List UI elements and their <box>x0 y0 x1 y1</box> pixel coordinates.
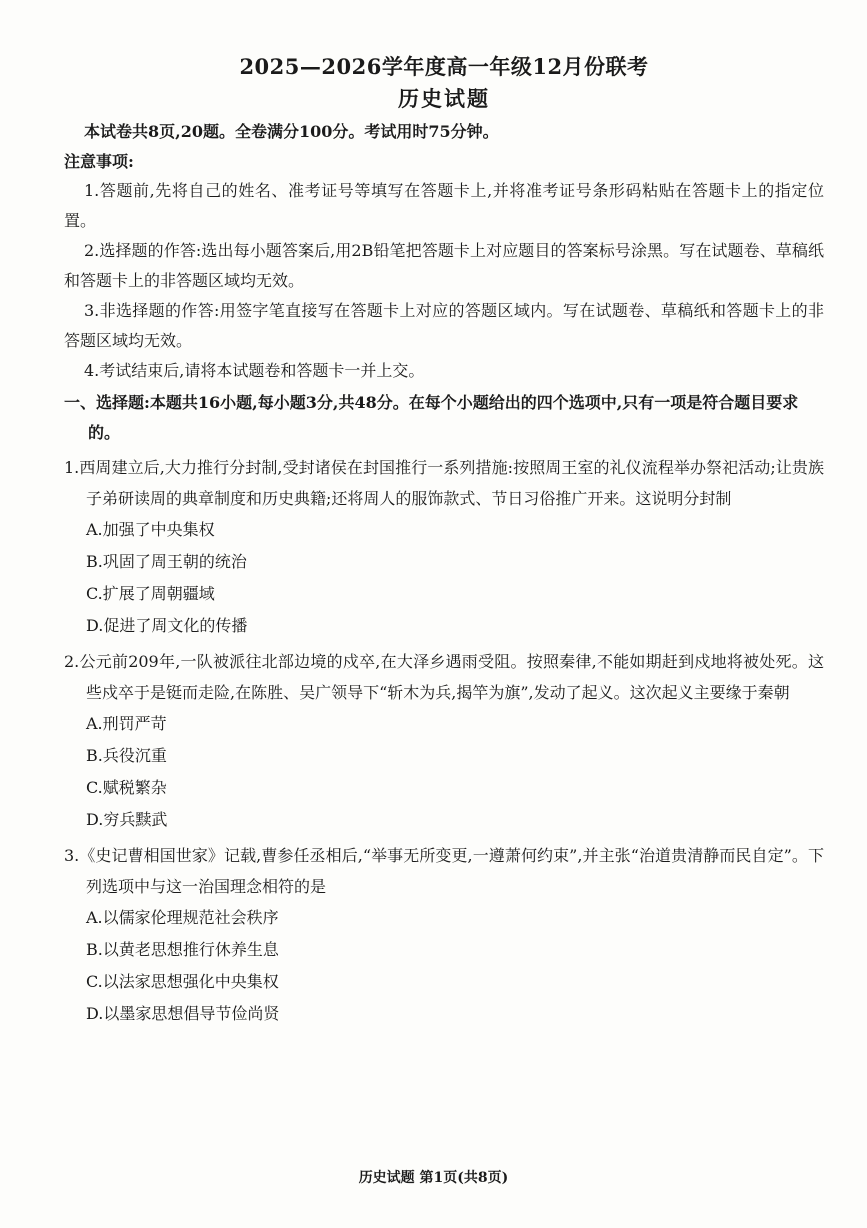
notice-item: 1.答题前,先将自己的姓名、准考证号等填写在答题卡上,并将准考证号条形码粘贴在答题卡上的指定位置。 <box>64 181 824 230</box>
answer-option: C.扩展了周朝疆域 <box>86 584 215 603</box>
answer-option: A.刑罚严苛 <box>86 714 167 733</box>
answer-option: D.促进了周文化的传播 <box>86 616 248 635</box>
question-text: 西周建立后,大力推行分封制,受封诸侯在封国推行一系列措施:按照周王室的礼仪流程举办祭祀活动;让贵族子弟研读周的典章制度和历史典籍;还将周人的服饰款式、节日习俗推广开来。这说明分封制 <box>79 458 824 508</box>
answer-option: A.以儒家伦理规范社会秩序 <box>86 908 279 927</box>
answer-option: D.以墨家思想倡导节俭尚贤 <box>86 1004 280 1023</box>
answer-option: D.穷兵黩武 <box>86 810 168 829</box>
question-stem <box>64 646 824 708</box>
question-1 <box>64 452 824 642</box>
question-stem <box>64 840 824 902</box>
notice-item: 4.考试结束后,请将本试题卷和答题卡一并上交。 <box>84 361 425 380</box>
section-heading: 一、选择题:本题共16小题,每小题3分,共48分。在每个小题给出的四个选项中,只有一项是符合题目要求的。 <box>64 393 799 442</box>
answer-option: C.以法家思想强化中央集权 <box>86 972 279 991</box>
question-text: 《史记曹相国世家》记载,曹参任丞相后,“举事无所变更,一遵萧何约束”,并主张“治道贵清静而民自定”。下列选项中与这一治国理念相符的是 <box>79 846 824 896</box>
answer-option: B.巩固了周王朝的统治 <box>86 552 247 571</box>
question-number: 1. <box>64 458 80 477</box>
answer-option: A.加强了中央集权 <box>86 520 215 539</box>
notice-item: 3.非选择题的作答:用签字笔直接写在答题卡上对应的答题区域内。写在试题卷、草稿纸和答题卡上的非答题区域均无效。 <box>64 301 824 350</box>
exam-subject: 历史试题 <box>398 86 490 111</box>
notice-item: 2.选择题的作答:选出每小题答案后,用2B铅笔把答题卡上对应题目的答案标号涂黑。写在试题卷、草稿纸和答题卡上的非答题区域均无效。 <box>64 241 824 290</box>
answer-option: C.赋税繁杂 <box>86 778 167 797</box>
question-text: 公元前209年,一队被派往北部边境的戍卒,在大泽乡遇雨受阻。按照秦律,不能如期赶到戍地将被处死。这些戍卒于是铤而走险,在陈胜、吴广领导下“斩木为兵,揭竿为旗”,发动了起义。这次起义主要缘于秦朝 <box>79 652 824 702</box>
question-number: 2. <box>64 652 80 671</box>
question-number: 3. <box>64 846 80 865</box>
question-stem <box>64 452 824 514</box>
exam-title: 2025—2026学年度高一年级12月份联考 <box>239 54 649 79</box>
question-2 <box>64 646 824 836</box>
question-3 <box>64 840 824 1030</box>
exam-intro: 本试卷共8页,20题。全卷满分100分。考试用时75分钟。 <box>84 122 499 141</box>
page-footer: 历史试题 第1页(共8页) <box>358 1170 509 1186</box>
answer-option: B.兵役沉重 <box>86 746 167 765</box>
notice-title: 注意事项: <box>64 152 134 171</box>
answer-option: B.以黄老思想推行休养生息 <box>86 940 279 959</box>
page-content <box>64 52 824 1030</box>
